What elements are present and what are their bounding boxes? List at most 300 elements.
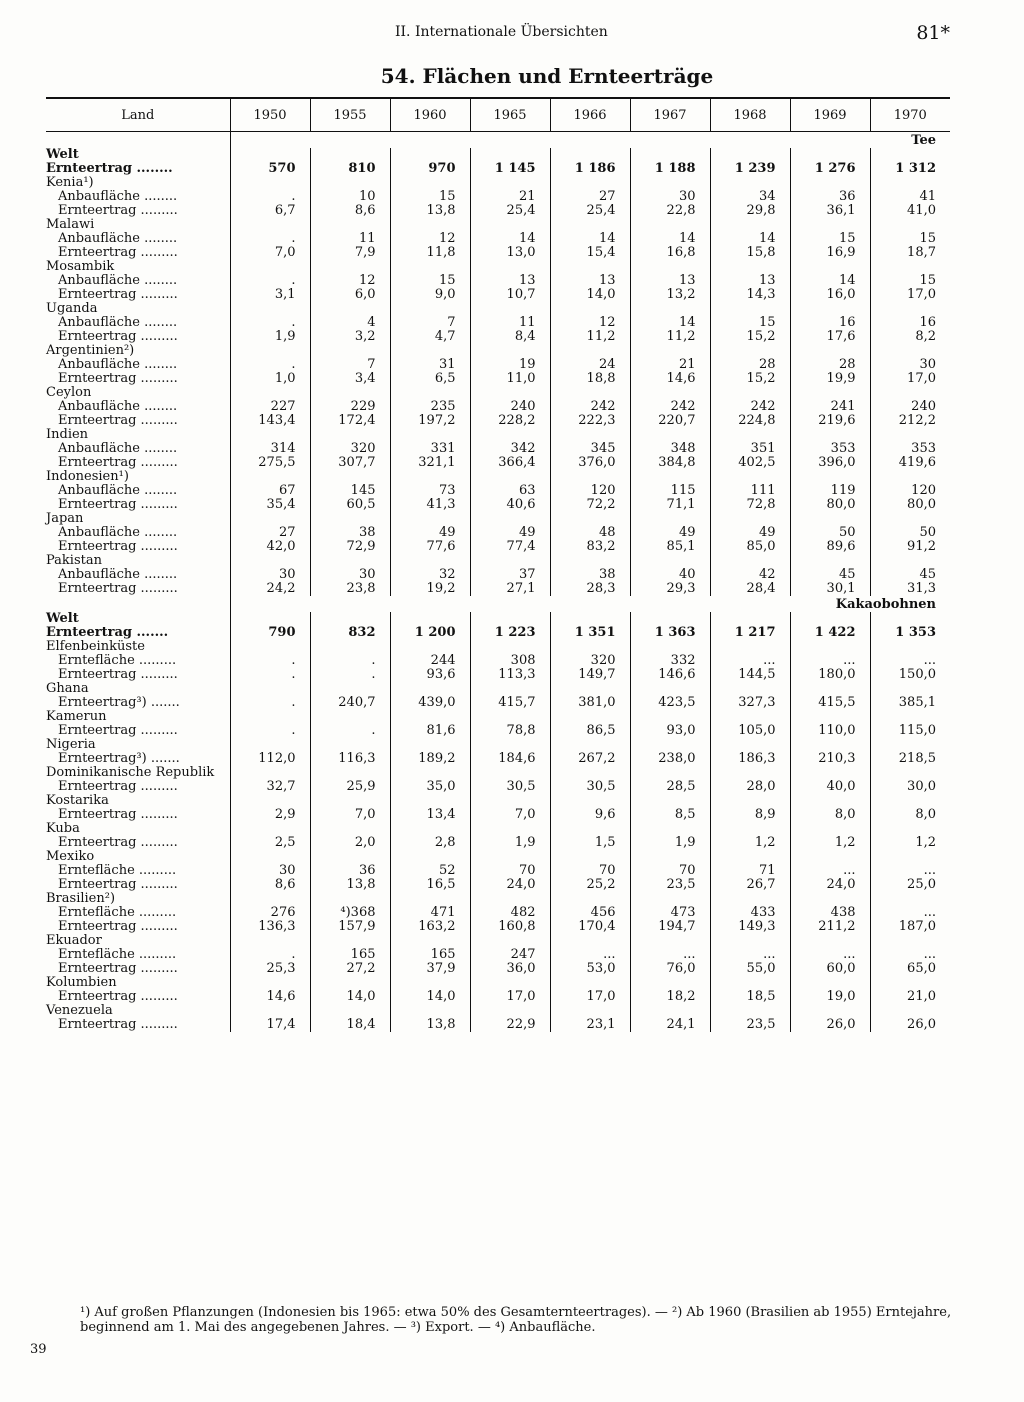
item-label: Ernteertrag³) ....... bbox=[58, 695, 180, 710]
value-cell bbox=[310, 218, 390, 260]
cell-value: 275,5 bbox=[258, 455, 296, 470]
cell-value: 308 bbox=[510, 653, 536, 668]
cell-value: 433 bbox=[750, 905, 776, 920]
value-cell bbox=[310, 822, 390, 850]
cell-value: 36,1 bbox=[826, 203, 856, 218]
cell-value: 1 422 bbox=[814, 625, 856, 640]
cell-value: 415,7 bbox=[498, 695, 536, 710]
cell-value: 89,6 bbox=[826, 539, 856, 554]
value-cell bbox=[790, 1004, 870, 1032]
cell-value: 197,2 bbox=[418, 413, 456, 428]
value-cell bbox=[710, 554, 790, 596]
cell-value: ... bbox=[923, 947, 936, 962]
cell-value: 49 bbox=[678, 525, 696, 540]
cell-value: 186,3 bbox=[738, 751, 776, 766]
value-cell bbox=[550, 302, 630, 344]
cell-value: 348 bbox=[670, 441, 696, 456]
row-label bbox=[46, 260, 230, 302]
cell-value: 35,0 bbox=[426, 779, 456, 794]
country-name: Indonesien¹) bbox=[46, 469, 129, 484]
value-cell bbox=[230, 738, 310, 766]
country-row bbox=[46, 386, 950, 428]
cell-value: 36,0 bbox=[506, 961, 536, 976]
cell-value: 8,5 bbox=[674, 807, 696, 822]
value-cell bbox=[710, 612, 790, 640]
cell-value: 384,8 bbox=[658, 455, 696, 470]
cell-value: 194,7 bbox=[658, 919, 696, 934]
cell-value: 18,5 bbox=[746, 989, 776, 1004]
value-cell bbox=[470, 176, 550, 218]
value-cell bbox=[230, 934, 310, 976]
cell-value: 38 bbox=[358, 525, 376, 540]
value-cell bbox=[470, 148, 550, 176]
item-label: Erntefläche ......... bbox=[58, 653, 177, 668]
value-cell bbox=[790, 470, 870, 512]
value-cell bbox=[390, 176, 470, 218]
column-header: 1968 bbox=[710, 98, 790, 132]
country-row bbox=[46, 470, 950, 512]
cell-value: 160,8 bbox=[498, 919, 536, 934]
cell-value: 77,6 bbox=[426, 539, 456, 554]
country-name: Kuba bbox=[46, 821, 80, 836]
cell-value: 34 bbox=[758, 189, 776, 204]
country-name: Argentinien²) bbox=[46, 343, 135, 358]
cell-value: 184,6 bbox=[498, 751, 536, 766]
cell-value: 72,9 bbox=[346, 539, 376, 554]
value-cell bbox=[790, 554, 870, 596]
cell-value: 6,0 bbox=[354, 287, 376, 302]
cell-value: 119 bbox=[830, 483, 856, 498]
value-cell bbox=[550, 176, 630, 218]
value-cell bbox=[870, 682, 950, 710]
cell-value: 91,2 bbox=[907, 539, 936, 554]
cell-value: 180,0 bbox=[818, 667, 856, 682]
value-cell bbox=[310, 386, 390, 428]
cell-value: 15,8 bbox=[746, 245, 776, 260]
row-label bbox=[46, 428, 230, 470]
cell-value: 157,9 bbox=[338, 919, 376, 934]
cell-value: 1 351 bbox=[574, 625, 616, 640]
value-cell bbox=[470, 682, 550, 710]
cell-value: 28,4 bbox=[746, 581, 776, 596]
row-label bbox=[46, 386, 230, 428]
cell-value: 331 bbox=[430, 441, 456, 456]
value-cell bbox=[390, 302, 470, 344]
cell-value: 11 bbox=[358, 231, 376, 246]
value-cell bbox=[390, 148, 470, 176]
cell-value: 1 276 bbox=[814, 161, 856, 176]
cell-value: 26,7 bbox=[746, 877, 776, 892]
value-cell bbox=[710, 794, 790, 822]
cell-value: 1,2 bbox=[754, 835, 776, 850]
section-label: Tee bbox=[230, 132, 950, 149]
cell-value: 116,3 bbox=[338, 751, 376, 766]
cell-value: 163,2 bbox=[418, 919, 456, 934]
world-row bbox=[46, 612, 950, 640]
value-cell bbox=[630, 428, 710, 470]
item-label: Anbaufläche ........ bbox=[58, 273, 178, 288]
cell-value: 17,4 bbox=[266, 1017, 296, 1032]
value-cell bbox=[230, 386, 310, 428]
cell-value: 22,9 bbox=[506, 1017, 536, 1032]
value-cell bbox=[550, 1004, 630, 1032]
value-cell bbox=[870, 344, 950, 386]
item-label: Ernteertrag ....... bbox=[46, 625, 169, 640]
cell-value: 244 bbox=[430, 653, 456, 668]
cell-value: 41,0 bbox=[907, 203, 936, 218]
cell-value: 240 bbox=[911, 399, 936, 414]
row-label bbox=[46, 470, 230, 512]
value-cell bbox=[870, 640, 950, 682]
cell-value: . bbox=[371, 653, 376, 668]
cell-value: 25,9 bbox=[346, 779, 376, 794]
value-cell bbox=[790, 218, 870, 260]
cell-value: 70 bbox=[518, 863, 536, 878]
value-cell bbox=[630, 892, 710, 934]
cell-value: 24,0 bbox=[826, 877, 856, 892]
value-cell bbox=[310, 302, 390, 344]
footnote: ¹) Auf großen Pflanzungen (Indonesien bis 1965: etwa 50% des Gesamternteertrages). — ²) Ab 1960 (Brasilien ab 1955) Erntejahre, beginnend am 1. Mai des angegebenen Jahres. — ³) Export. — ⁴) Anbaufläche. bbox=[80, 1305, 952, 1335]
value-cell bbox=[550, 428, 630, 470]
cell-value: 60,5 bbox=[346, 497, 376, 512]
cell-value: 25,0 bbox=[907, 877, 936, 892]
value-cell bbox=[790, 822, 870, 850]
cell-value: 240 bbox=[510, 399, 536, 414]
cell-value: 65,0 bbox=[907, 961, 936, 976]
cell-value: 24,0 bbox=[506, 877, 536, 892]
page-number: 81* bbox=[916, 22, 950, 44]
value-cell bbox=[870, 976, 950, 1004]
value-cell bbox=[310, 710, 390, 738]
value-cell bbox=[630, 710, 710, 738]
item-label: Anbaufläche ........ bbox=[58, 441, 178, 456]
item-label: Anbaufläche ........ bbox=[58, 567, 178, 582]
cell-value: 112,0 bbox=[258, 751, 296, 766]
cell-value: 276 bbox=[270, 905, 296, 920]
cell-value: 6,5 bbox=[434, 371, 456, 386]
cell-value: 35,4 bbox=[266, 497, 296, 512]
cell-value: 17,0 bbox=[586, 989, 616, 1004]
value-cell bbox=[710, 470, 790, 512]
cell-value: 15 bbox=[438, 189, 456, 204]
value-cell bbox=[310, 640, 390, 682]
cell-value: 77,4 bbox=[506, 539, 536, 554]
cell-value: 353 bbox=[911, 441, 936, 456]
cell-value: 146,6 bbox=[658, 667, 696, 682]
cell-value: 24,2 bbox=[266, 581, 296, 596]
cell-value: 93,0 bbox=[666, 723, 696, 738]
value-cell bbox=[790, 344, 870, 386]
cell-value: 13 bbox=[518, 273, 536, 288]
cell-value: 14 bbox=[678, 231, 696, 246]
row-label bbox=[46, 682, 230, 710]
cell-value: 15,2 bbox=[746, 371, 776, 386]
cell-value: 16,0 bbox=[826, 287, 856, 302]
cell-value: 13,8 bbox=[426, 203, 456, 218]
value-cell bbox=[630, 260, 710, 302]
value-cell bbox=[470, 470, 550, 512]
cell-value: 50 bbox=[919, 525, 936, 540]
row-label bbox=[46, 1004, 230, 1032]
row-label bbox=[46, 976, 230, 1004]
row-label bbox=[46, 148, 230, 176]
cell-value: 83,2 bbox=[586, 539, 616, 554]
value-cell bbox=[870, 822, 950, 850]
value-cell bbox=[390, 710, 470, 738]
value-cell bbox=[310, 148, 390, 176]
cell-value: 218,5 bbox=[898, 751, 936, 766]
cell-value: 402,5 bbox=[738, 455, 776, 470]
value-cell bbox=[710, 682, 790, 710]
cell-value: 7 bbox=[367, 357, 376, 372]
value-cell bbox=[470, 892, 550, 934]
cell-value: 1 353 bbox=[895, 625, 936, 640]
cell-value: 1 217 bbox=[734, 625, 776, 640]
cell-value: 439,0 bbox=[418, 695, 456, 710]
value-cell bbox=[390, 850, 470, 892]
item-label: Anbaufläche ........ bbox=[58, 189, 178, 204]
row-label bbox=[46, 766, 230, 794]
value-cell bbox=[870, 554, 950, 596]
country-name: Kolumbien bbox=[46, 975, 117, 990]
cell-value: 415,5 bbox=[818, 695, 856, 710]
column-header: 1966 bbox=[550, 98, 630, 132]
cell-value: 23,5 bbox=[746, 1017, 776, 1032]
value-cell bbox=[710, 260, 790, 302]
value-cell bbox=[550, 260, 630, 302]
country-name: Nigeria bbox=[46, 737, 96, 752]
value-cell bbox=[710, 822, 790, 850]
cell-value: 235 bbox=[430, 399, 456, 414]
value-cell bbox=[550, 512, 630, 554]
value-cell bbox=[470, 710, 550, 738]
value-cell bbox=[230, 1004, 310, 1032]
cell-value: 212,2 bbox=[898, 413, 936, 428]
value-cell bbox=[550, 640, 630, 682]
cell-value: 2,8 bbox=[434, 835, 456, 850]
cell-value: 143,4 bbox=[258, 413, 296, 428]
country-row bbox=[46, 850, 950, 892]
value-cell bbox=[230, 822, 310, 850]
cell-value: 21 bbox=[518, 189, 536, 204]
value-cell bbox=[550, 344, 630, 386]
cell-value: 16 bbox=[838, 315, 856, 330]
value-cell bbox=[390, 822, 470, 850]
country-name: Kenia¹) bbox=[46, 175, 94, 190]
value-cell bbox=[870, 1004, 950, 1032]
country-name: Mosambik bbox=[46, 259, 115, 274]
cell-value: 240,7 bbox=[338, 695, 376, 710]
country-row bbox=[46, 640, 950, 682]
value-cell bbox=[630, 794, 710, 822]
cell-value: 49 bbox=[518, 525, 536, 540]
cell-value: 4,7 bbox=[434, 329, 456, 344]
value-cell bbox=[550, 976, 630, 1004]
item-label: Ernteertrag ......... bbox=[58, 539, 178, 554]
cell-value: 320 bbox=[590, 653, 616, 668]
cell-value: 21,0 bbox=[907, 989, 936, 1004]
cell-value: 36 bbox=[358, 863, 376, 878]
cell-value: 18,8 bbox=[586, 371, 616, 386]
cell-value: 86,5 bbox=[586, 723, 616, 738]
cell-value: 115,0 bbox=[898, 723, 936, 738]
cell-value: . bbox=[291, 189, 296, 204]
cell-value: 396,0 bbox=[818, 455, 856, 470]
value-cell bbox=[470, 512, 550, 554]
item-label: Ernteertrag ........ bbox=[46, 161, 173, 176]
cell-value: 8,4 bbox=[514, 329, 536, 344]
cell-value: 67 bbox=[278, 483, 296, 498]
item-label: Ernteertrag ......... bbox=[58, 455, 178, 470]
cell-value: 30,0 bbox=[907, 779, 936, 794]
row-label bbox=[46, 850, 230, 892]
value-cell bbox=[230, 612, 310, 640]
column-header: 1967 bbox=[630, 98, 710, 132]
cell-value: 72,8 bbox=[746, 497, 776, 512]
item-label: Ernteertrag ......... bbox=[58, 723, 178, 738]
value-cell bbox=[710, 344, 790, 386]
value-cell bbox=[230, 766, 310, 794]
cell-value: 30 bbox=[678, 189, 696, 204]
cell-value: 267,2 bbox=[578, 751, 616, 766]
cell-value: 150,0 bbox=[898, 667, 936, 682]
country-name: Venezuela bbox=[46, 1003, 113, 1018]
cell-value: . bbox=[291, 273, 296, 288]
cell-value: 63 bbox=[518, 483, 536, 498]
cell-value: 2,5 bbox=[274, 835, 296, 850]
value-cell bbox=[710, 766, 790, 794]
cell-value: 37 bbox=[518, 567, 536, 582]
cell-value: 28 bbox=[758, 357, 776, 372]
cell-value: 2,0 bbox=[354, 835, 376, 850]
cell-value: . bbox=[291, 695, 296, 710]
cell-value: 438 bbox=[830, 905, 856, 920]
cell-value: 93,6 bbox=[426, 667, 456, 682]
cell-value: 14,6 bbox=[266, 989, 296, 1004]
value-cell bbox=[870, 512, 950, 554]
cell-value: 45 bbox=[919, 567, 936, 582]
cell-value: 17,0 bbox=[907, 371, 936, 386]
value-cell bbox=[710, 738, 790, 766]
cell-value: 27 bbox=[598, 189, 616, 204]
cell-value: 28 bbox=[838, 357, 856, 372]
cell-value: 12 bbox=[598, 315, 616, 330]
item-label: Ernteertrag ......... bbox=[58, 245, 178, 260]
cell-value: 13 bbox=[598, 273, 616, 288]
cell-value: 120 bbox=[590, 483, 616, 498]
cell-value: 242 bbox=[750, 399, 776, 414]
cell-value: 52 bbox=[438, 863, 456, 878]
cell-value: 13 bbox=[758, 273, 776, 288]
value-cell bbox=[710, 640, 790, 682]
cell-value: 423,5 bbox=[658, 695, 696, 710]
cell-value: 110,0 bbox=[818, 723, 856, 738]
value-cell bbox=[630, 470, 710, 512]
value-cell bbox=[470, 428, 550, 470]
cell-value: 222,3 bbox=[578, 413, 616, 428]
cell-value: 42 bbox=[758, 567, 776, 582]
country-row bbox=[46, 344, 950, 386]
cell-value: 85,0 bbox=[746, 539, 776, 554]
value-cell bbox=[790, 428, 870, 470]
column-header: 1970 bbox=[870, 98, 950, 132]
value-cell bbox=[710, 512, 790, 554]
item-label: Erntefläche ......... bbox=[58, 905, 177, 920]
cell-value: ... bbox=[763, 947, 776, 962]
row-label bbox=[46, 934, 230, 976]
cell-value: 80,0 bbox=[826, 497, 856, 512]
cell-value: 31 bbox=[438, 357, 456, 372]
cell-value: 24,1 bbox=[666, 1017, 696, 1032]
cell-value: 376,0 bbox=[578, 455, 616, 470]
value-cell bbox=[390, 794, 470, 822]
cell-value: 15 bbox=[758, 315, 776, 330]
value-cell bbox=[310, 738, 390, 766]
section-row bbox=[46, 132, 950, 149]
country-row bbox=[46, 302, 950, 344]
country-row bbox=[46, 976, 950, 1004]
item-label: Ernteertrag³) ....... bbox=[58, 751, 180, 766]
cell-value: 7,0 bbox=[274, 245, 296, 260]
value-cell bbox=[550, 892, 630, 934]
value-cell bbox=[470, 386, 550, 428]
cell-value: . bbox=[291, 947, 296, 962]
cell-value: 1,5 bbox=[594, 835, 616, 850]
value-cell bbox=[710, 386, 790, 428]
value-cell bbox=[470, 302, 550, 344]
cell-value: 105,0 bbox=[738, 723, 776, 738]
cell-value: 30 bbox=[278, 863, 296, 878]
value-cell bbox=[550, 794, 630, 822]
value-cell bbox=[390, 976, 470, 1004]
value-cell bbox=[470, 822, 550, 850]
cell-value: . bbox=[291, 357, 296, 372]
value-cell bbox=[630, 148, 710, 176]
cell-value: ... bbox=[923, 905, 936, 920]
value-cell bbox=[630, 344, 710, 386]
cell-value: 1 223 bbox=[494, 625, 536, 640]
value-cell bbox=[470, 1004, 550, 1032]
value-cell bbox=[470, 218, 550, 260]
value-cell bbox=[470, 640, 550, 682]
country-row bbox=[46, 554, 950, 596]
value-cell bbox=[230, 976, 310, 1004]
value-cell bbox=[710, 148, 790, 176]
cell-value: 165 bbox=[430, 947, 456, 962]
cell-value: 70 bbox=[678, 863, 696, 878]
column-header: Land bbox=[46, 98, 230, 132]
cell-value: 28,0 bbox=[746, 779, 776, 794]
cell-value: 18,4 bbox=[346, 1017, 376, 1032]
item-label: Anbaufläche ........ bbox=[58, 483, 178, 498]
item-label: Ernteertrag ......... bbox=[58, 835, 178, 850]
cell-value: ... bbox=[603, 947, 616, 962]
cell-value: 211,2 bbox=[818, 919, 856, 934]
item-label: Anbaufläche ........ bbox=[58, 525, 178, 540]
cell-value: 14,3 bbox=[746, 287, 776, 302]
value-cell bbox=[390, 612, 470, 640]
cell-value: 16,5 bbox=[426, 877, 456, 892]
cell-value: 1 312 bbox=[895, 161, 936, 176]
cell-value: 8,0 bbox=[915, 807, 936, 822]
cell-value: 321,1 bbox=[418, 455, 456, 470]
cell-value: 8,0 bbox=[834, 807, 856, 822]
value-cell bbox=[870, 302, 950, 344]
cell-value: 23,5 bbox=[666, 877, 696, 892]
cell-value: 26,0 bbox=[907, 1017, 936, 1032]
item-label: Ernteertrag ......... bbox=[58, 413, 178, 428]
cell-value: 48 bbox=[598, 525, 616, 540]
